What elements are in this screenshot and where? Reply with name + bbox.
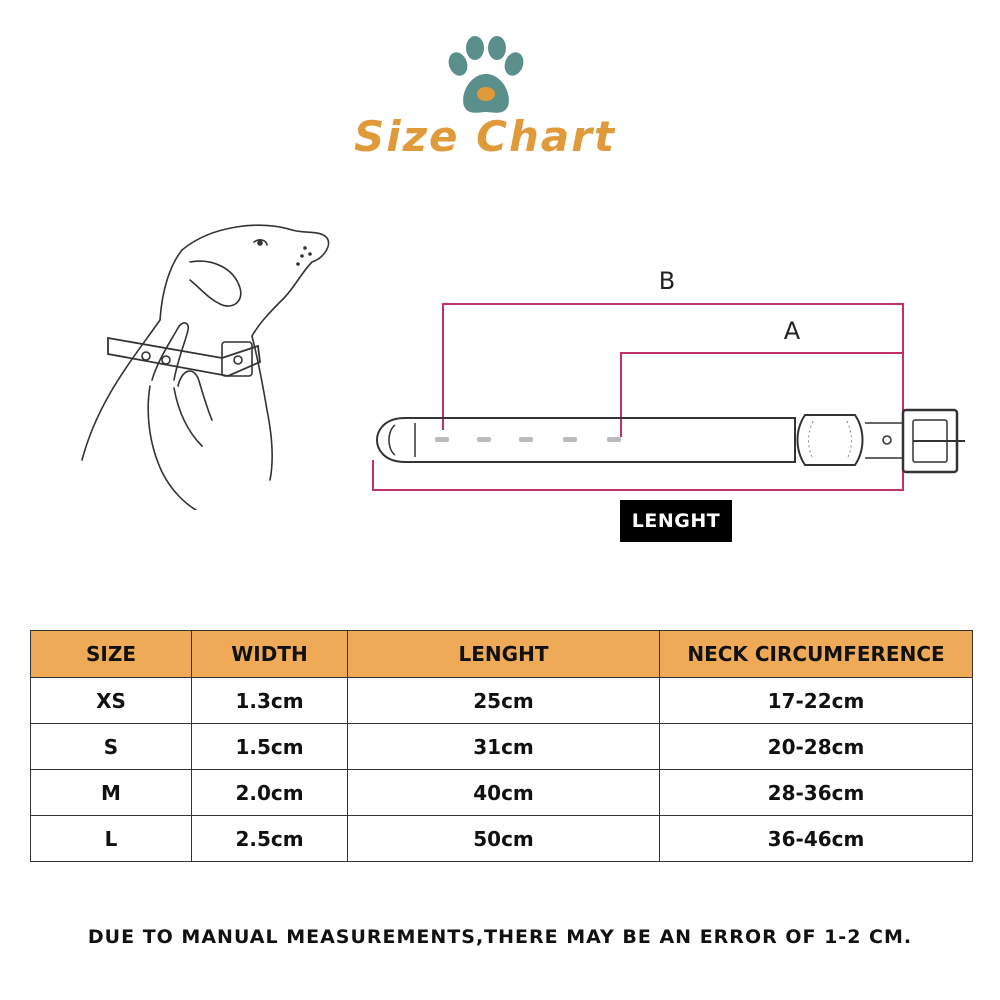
- label-b: B: [658, 267, 676, 295]
- table-row: [31, 816, 973, 862]
- table-header-row: [31, 631, 973, 678]
- table-row: [31, 724, 973, 770]
- paw-icon: [440, 36, 530, 120]
- column-header-size: SIZE: [31, 631, 192, 678]
- cell-neck: 28-36cm: [660, 770, 973, 816]
- cell-neck: 20-28cm: [660, 724, 973, 770]
- cell-size: M: [31, 770, 192, 816]
- table-row: [31, 678, 973, 724]
- cell-size: S: [31, 724, 192, 770]
- cell-size: XS: [31, 678, 192, 724]
- column-header-length: LENGHT: [348, 631, 660, 678]
- cell-width: 2.0cm: [192, 770, 348, 816]
- label-a: A: [783, 317, 801, 345]
- column-header-neck: NECK CIRCUMFERENCE: [660, 631, 973, 678]
- cell-neck: 17-22cm: [660, 678, 973, 724]
- size-table: [30, 630, 973, 862]
- dog-with-collar-illustration: [62, 210, 362, 510]
- length-label-badge: LENGHT: [620, 500, 732, 542]
- measurement-error-note: DUE TO MANUAL MEASUREMENTS,THERE MAY BE AN ERROR OF 1-2 CM.: [87, 926, 913, 948]
- page-title: Size Chart: [353, 112, 617, 161]
- cell-width: 1.3cm: [192, 678, 348, 724]
- measure-b-line: [443, 304, 903, 430]
- cell-neck: 36-46cm: [660, 816, 973, 862]
- collar-measurement-diagram: [365, 255, 975, 505]
- cell-size: L: [31, 816, 192, 862]
- cell-length: 31cm: [348, 724, 660, 770]
- table-row: [31, 770, 973, 816]
- column-header-width: WIDTH: [192, 631, 348, 678]
- measure-length-line: [373, 455, 903, 490]
- cell-length: 40cm: [348, 770, 660, 816]
- cell-width: 1.5cm: [192, 724, 348, 770]
- cell-length: 25cm: [348, 678, 660, 724]
- cell-length: 50cm: [348, 816, 660, 862]
- cell-width: 2.5cm: [192, 816, 348, 862]
